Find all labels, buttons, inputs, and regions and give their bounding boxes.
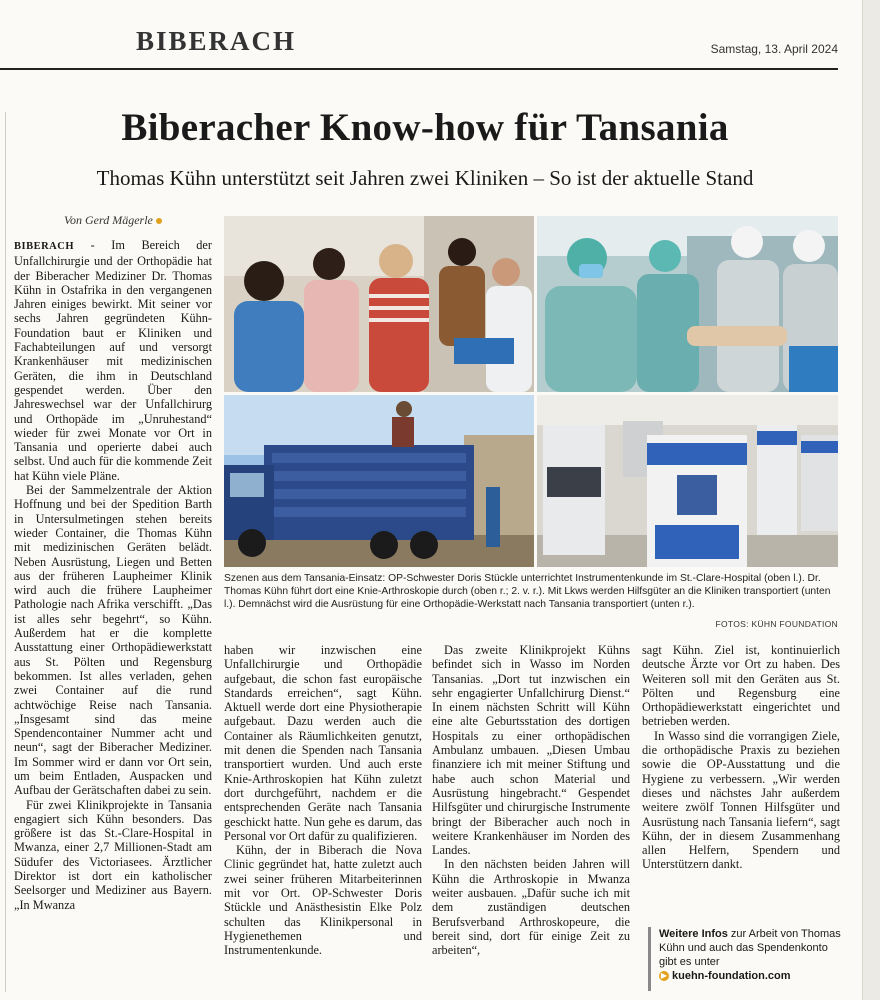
article-column-3 [432, 643, 630, 958]
photo-workshop [537, 395, 838, 567]
headline: Biberacher Know-how für Tansania [121, 106, 729, 149]
photo-training-image [224, 216, 534, 392]
issue-date: Samstag, 13. April 2024 [710, 42, 838, 56]
paragraph: In Wasso sind die vorrangigen Ziele, die orthopädische Praxis zu beziehen sowie die OP-Ausstattung und die Hygiene zu verbessern. „Wir werden dieses und nächstes Jahr außerdem weitere zwölf Tonnen Hilfsgüter und Ausrüstung nach Tansania liefern“, sagt Kühn, der in diesem Zusammenhang allen Helfern, Spendern und Unterstützern dankt. [642, 728, 840, 872]
paragraph: haben wir inzwischen eine Unfallchirurgie und Orthopädie aufgebaut, die schon fast europäische Standards erreichen“, sagt Kühn. Aktuell werde dort eine Physiotherapie aufgebaut. Dazu werden auch die Container als Räumlichkeiten genutzt, mit denen die Spenden nach Tansania transportiert wurden. Und auch erste Knie-Arthroskopien hat Kühn zuletzt dort durchgeführt, nachdem er die entsprechenden Geräte nach Tansania geschickt hatte. Nun gehe es darum, das Personal vor Ort dafür zu qualifizieren. [224, 643, 422, 843]
info-box [648, 927, 848, 991]
info-link-row [659, 969, 848, 983]
column-divider [5, 112, 6, 992]
info-text: Weitere Infos zur Arbeit von Thomas Kühn und auch das Spendenkonto gibt es unter [659, 928, 841, 968]
photo-arthroscopy [537, 216, 838, 392]
section-name: BIBERACH [136, 26, 297, 56]
article-column-1 [14, 238, 212, 912]
byline-dot-icon [156, 218, 162, 224]
photo-workshop-image [537, 395, 838, 567]
paragraph: Bei der Sammelzentrale der Aktion Hoffnung und bei der Spedition Barth in Untersulmetingen stehen bereits wieder Container, die Thomas Kühn mit medizinischen Geräten belädt. Neben Ausrüstung, Liegen und Betten aus der früheren Laupheimer Klinik wird auch die frühere Laupheimer Pathologie nach Afrika verschifft. „Das ist alles sehr begehrt“, so Kühn. Außerdem hat er die komplette Ausstattung einer Orthopädiewerkstatt aus St. Pölten und Regensburg bekommen. Ist alles verladen, gehen zwei Container auf die rund achtwöchige Reise nach Tansania. „Insgesamt sind das meine Spendencontainer Nummer acht und neun“, sagt der Biberacher Mediziner. Im Sommer wird er dann vor Ort sein, um beim Entladen, Auspacken und Aufbau der Gerätschaften dabei zu sein. [14, 483, 212, 798]
page-edge [862, 0, 880, 1000]
paragraph: Kühn, der in Biberach die Nova Clinic gegründet hat, hatte zuletzt auch zwei seiner früheren Mitarbeiterinnen mit vor Ort. OP-Schwester Doris Stückle und Anästhesistin Elke Polz schulten das Klinikpersonal in Hygienethemen und Instrumentenkunde. [224, 843, 422, 958]
paragraph: In den nächsten beiden Jahren will Kühn die Arthroskopie in Mwanza weiter ausbauen. „Dafür suche ich mit dem zuständigen deutschen Berufsverband Arthroskopeure, die bereit sind, dort für einige Zeit zu arbeiten“, [432, 857, 630, 958]
photo-caption: Szenen aus dem Tansania-Einsatz: OP-Schwester Doris Stückle unterrichtet Instrumentenkunde im St.-Clare-Hospital (oben l.). Dr. Thomas Kühn führt dort eine Knie-Arthroskopie durch (oben r.; 2. v. r.). Mit Lkws werden Hilfsgüter an die Kliniken transportiert (unten l.). Demnächst wird die Ausrüstung für eine Orthopädie-Werkstatt nach Tansania transportiert (unten r.). [224, 573, 831, 611]
arrow-right-icon: ▶ [660, 971, 668, 980]
photo-truck [224, 395, 534, 567]
paragraph: BIBERACH - Im Bereich der Unfallchirurgie und der Orthopädie hat der Biberacher Mediziner Dr. Thomas Kühn in Ostafrika in den vergangenen Jahren einiges bewirkt. Mit seiner vor sechs Jahren gegründeten Kühn-Foundation baut er Kliniken und Fachabteilungen auf und versorgt Krankenhäuser mit medizinischen Geräten, die ihm in Deutschland gespendet werden. Über den Jahreswechsel war der Unfallchirurg und Orthopäde im „Unruhestand“ wieder für zwei Monate vor Ort in Tansania und operierte dabei auch selbst. Und auch für die kommende Zeit hat Kühn viele Pläne. [14, 238, 212, 483]
paragraph: Für zwei Klinikprojekte in Tansania engagiert sich Kühn besonders. Das größere ist das St.-Clare-Hospital in Mwanza, einer 2,7 Millionen-Stadt am Südufer des Victoriasees. Ärztlicher Direktor ist dort ein katholischer Seelsorger und Mediziner aus Bayern. „In Mwanza [14, 797, 212, 912]
page-header [0, 24, 838, 70]
foundation-link[interactable]: kuehn-foundation.com [672, 970, 791, 982]
byline: Von Gerd Mägerle [64, 213, 153, 227]
photo-truck-image [224, 395, 534, 567]
photo-arthroscopy-image [537, 216, 838, 392]
article-column-4 [642, 643, 840, 872]
paragraph: Das zweite Klinikprojekt Kühns befindet sich in Wasso im Norden Tansanias. „Dort tut inzwischen ein sehr engagierter Unfallchirurg Dienst.“ In einem nächsten Schritt will Kühn eine alte Geburtsstation des dortigen Hospitals zu einer orthopädischen Ambulanz umbauen. „Diesen Umbau finanziere ich mit meiner Stiftung und habe auch schon Material und Ausrüstung hingebracht.“ Gespendet Hilfsgüter und chirurgische Instrumente bringt der Biberacher auch noch in weitere Krankenhäuser im Norden des Landes. [432, 643, 630, 858]
article-column-2 [224, 643, 422, 958]
photo-training [224, 216, 534, 392]
paragraph: sagt Kühn. Ziel ist, kontinuierlich deutsche Ärzte vor Ort zu haben. Des Weiteren soll mit den Geräten aus St. Pölten und Regensburg eine Orthopädiewerkstatt eingerichtet und betrieben werden. [642, 643, 840, 729]
photo-credit: FOTOS: KÜHN FOUNDATION [715, 619, 838, 629]
subheadline: Thomas Kühn unterstützt seit Jahren zwei Kliniken – So ist der aktuelle Stand [96, 166, 754, 190]
dateline: BIBERACH [14, 241, 75, 252]
